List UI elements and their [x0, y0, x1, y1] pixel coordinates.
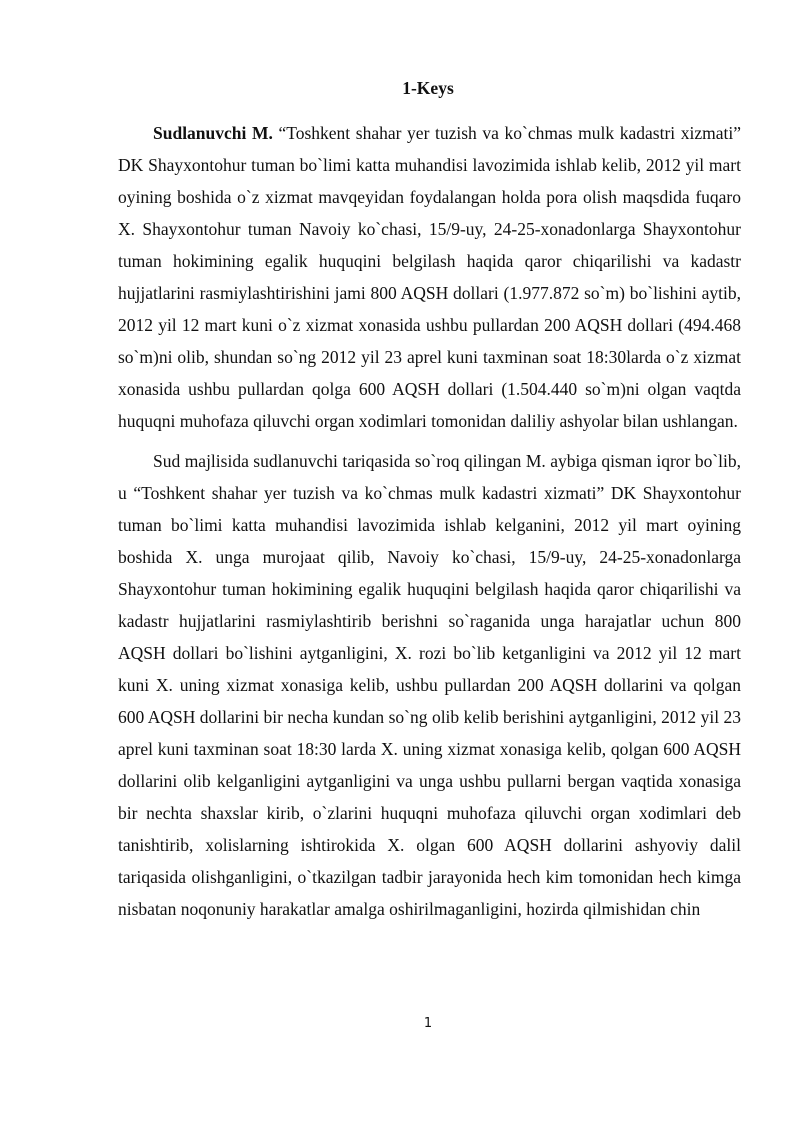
- paragraph-1: [118, 117, 741, 437]
- paragraph-2: [118, 445, 741, 925]
- page-number: 1: [423, 1016, 433, 1031]
- paragraph-2-text: Sud majlisida sudlanuvchi tariqasida so`roq qilingan M. aybiga qisman iqror bo`lib, u “Toshkent shahar yer tuzish va ko`chmas mulk kadastri xizmati” DK Shayxontohur tuman bo`limi katta muhandisi lavozimida ishlab kelganini, 2012 yil mart oyining boshida X. unga murojaat qilib, Navoiy ko`chasi, 15/9-uy, 24-25-xonadonlarga Shayxontohur tuman hokimining egalik huquqini belgilash haqida qaror chiqarilishi va kadastr hujjatlarini rasmiylashtirib berishni so`raganida unga harajatlar uchun 800 AQSH dollari bo`lishini aytganligini, X. rozi bo`lib ketganligini va 2012 yil 12 mart kuni X. uning xizmat xonasiga kelib, ushbu pullardan 200 AQSH dollarini va qolgan 600 AQSH dollarini bir necha kundan so`ng olib kelib berishini aytganligini, 2012 yil 23 aprel kuni taxminan soat 18:30 larda X. uning xizmat xonasiga kelib, qolgan 600 AQSH dollarini olib kelganligini aytganligini va unga ushbu pullarni bergan vaqtida xonasiga bir nechta shaxslar kirib, o`zlarini huquqni muhofaza qiluvchi organ xodimlari deb tanishtirib, xolislarning ishtirokida X. olgan 600 AQSH dollarini ashyoviy dalil tariqasida olishganligini, o`tkazilgan tadbir jarayonida hech kim tomonidan hech kimga nisbatan noqonuniy harakatlar amalga oshirilmaganligini, hozirda qilmishidan chin: [118, 451, 741, 919]
- paragraph-1-text: “Toshkent shahar yer tuzish va ko`chmas mulk kadastri xizmati” DK Shayxontohur tuman bo`limi katta muhandisi lavozimida ishlab kelib, 2012 yil mart oyining boshida o`z xizmat mavqeyidan foydalangan holda pora olish maqsdida fuqaro X. Shayxontohur tuman Navoiy ko`chasi, 15/9-uy, 24-25-xonadonlarga Shayxontohur tuman hokimining egalik huquqini belgilash haqida qaror chiqarilishi va kadastr hujjatlarini rasmiylashtirishini jami 800 AQSH dollari (1.977.872 so`m) bo`lishini aytib, 2012 yil 12 mart kuni o`z xizmat xonasida ushbu pullardan 200 AQSH dollari (494.468 so`m)ni olib, shundan so`ng 2012 yil 23 aprel kuni taxminan soat 18:30larda o`z xizmat xonasida ushbu pullardan qolga 600 AQSH dollari (1.504.440 so`m)ni olgan vaqtda huquqni muhofaza qiluvchi organ xodimlari tomonidan daliliy ashyolar bilan ushlangan.: [118, 123, 742, 431]
- defendant-name: Sudlanuvchi M.: [153, 123, 273, 143]
- document-body: [118, 117, 741, 933]
- page-title: 1-Keys: [402, 78, 454, 98]
